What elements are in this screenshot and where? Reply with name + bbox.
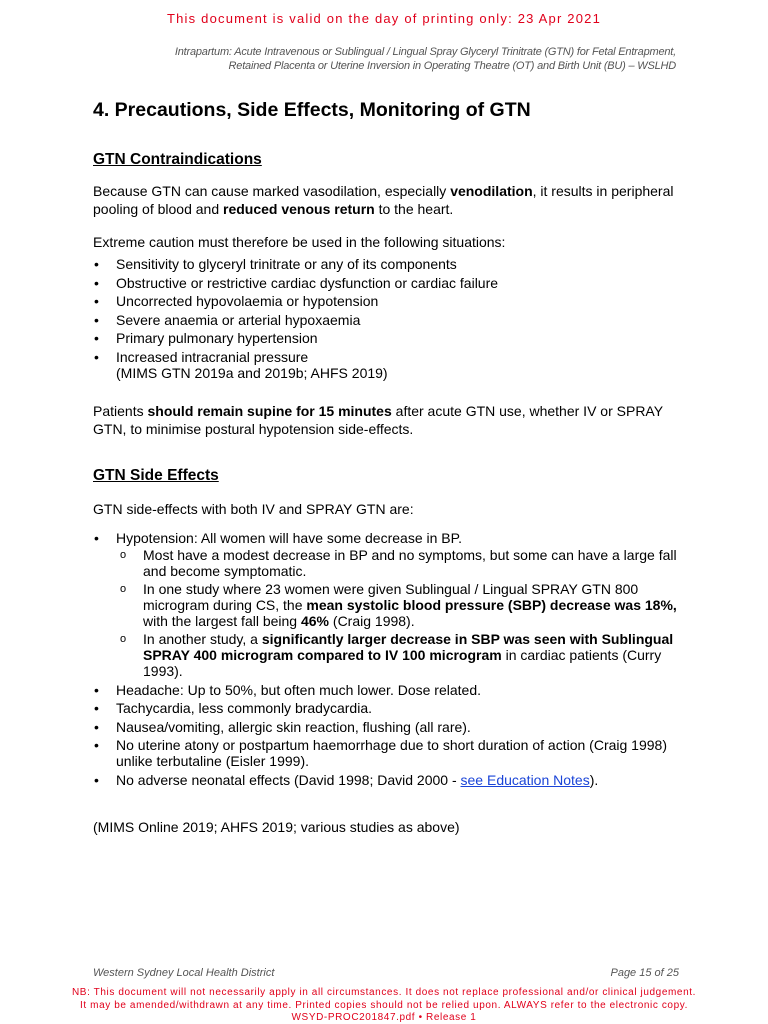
education-notes-link[interactable]: see Education Notes <box>460 771 590 788</box>
list-item: • Sensitivity to glyceryl trinitrate or any of its components <box>94 256 457 272</box>
footer-district: Western Sydney Local Health District <box>93 967 275 979</box>
bullet-icon: • <box>94 530 99 546</box>
validity-notice: This document is valid on the day of printing only: 23 Apr 2021 <box>166 11 602 26</box>
bullet-icon: • <box>94 737 99 754</box>
contraindications-list <box>93 256 693 384</box>
side-effects-list <box>93 530 693 791</box>
bullet-icon: • <box>94 700 99 717</box>
side-effects-heading: GTN Side Effects <box>93 467 219 484</box>
bullet-icon: • <box>94 681 99 698</box>
bullet-icon: • <box>94 311 99 328</box>
bullet-icon: • <box>94 330 99 347</box>
list-item: • Severe anaemia or arterial hypoxaemia <box>94 311 361 328</box>
side-effects-intro: GTN side-effects with both IV and SPRAY GTN are: <box>93 501 414 517</box>
list-item: • Obstructive or restrictive cardiac dysfunction or cardiac failure <box>94 274 499 291</box>
sub-list-item: o In another study, a significantly larger decrease in SBP was seen with Sublingual SPRAY 400 microgram compared to IV 100 microgram in cardiac patients (Curry 1993). <box>120 631 674 679</box>
list-item: • Hypotension: All women will have some decrease in BP. o Most have a modest decrease in BP and no symptoms, but some can have a large fall and become symptomatic. o In one study where 23 women were given Sublingual / Lingual SPRAY GTN 800 microgram during CS, the mean systolic blood pressure (SBP) decrease was 18%, with the largest fall being 46% (Craig 1998). o In another study, a significantly larger decrease in SBP was seen with Sublingual SPRAY 400 microgram compared to IV 100 microgram in cardiac patients (Curry 1993). <box>93 530 693 679</box>
bullet-icon: • <box>94 348 99 365</box>
disclaimer-line-1: NB: This document will not necessarily apply in all circumstances. It does not replace professional and/or clinical judgement. <box>71 987 697 998</box>
disclaimer-line-2: It may be amended/withdrawn at any time. Printed copies should not be relied upon. ALWAYS refer to the electronic copy. <box>80 1000 688 1011</box>
list-item: • Increased intracranial pressure (MIMS GTN 2019a and 2019b; AHFS 2019) <box>94 348 388 381</box>
document-header-line-1: Intrapartum: Acute Intravenous or Sublingual / Lingual Spray Glyceryl Trinitrate (GTN) for Fetal Entrapment, <box>174 46 676 58</box>
sub-list-item: o Most have a modest decrease in BP and no symptoms, but some can have a large fall and become symptomatic. <box>120 547 677 579</box>
bullet-icon: • <box>94 293 99 310</box>
bullet-icon: • <box>94 771 99 788</box>
document-id: WSYD-PROC201847.pdf • Release 1 <box>291 1012 477 1023</box>
hypotension-sublist <box>116 547 693 679</box>
section-title: 4. Precautions, Side Effects, Monitoring of GTN <box>93 99 531 121</box>
list-item: • Headache: Up to 50%, but often much lower. Dose related. <box>94 681 481 698</box>
supine-paragraph: Patients should remain supine for 15 minutes after acute GTN use, whether IV or SPRAY GTN, to minimise postural hypotension side-effects. <box>93 403 663 437</box>
bullet-icon: • <box>94 256 99 272</box>
caution-intro: Extreme caution must therefore be used in the following situations: <box>93 234 506 250</box>
list-item: • No uterine atony or postpartum haemorrhage due to short duration of action (Craig 1998) unlike terbutaline (Eisler 1999). <box>94 737 667 770</box>
list-item: • No adverse neonatal effects (David 1998; David 2000 - see Education Notes). <box>94 771 599 788</box>
contraindications-citation: (MIMS GTN 2019a and 2019b; AHFS 2019) <box>116 364 388 381</box>
list-item: • Nausea/vomiting, allergic skin reaction, flushing (all rare). <box>94 718 471 735</box>
bullet-icon: • <box>94 718 99 735</box>
list-item: • Uncorrected hypovolaemia or hypotension <box>94 293 379 310</box>
sub-bullet-icon: o <box>120 633 127 645</box>
vasodilation-paragraph: Because GTN can cause marked vasodilation, especially venodilation, it results in peripheral pooling of blood and reduced venous return to the heart. <box>93 183 674 217</box>
sub-list-item: o In one study where 23 women were given Sublingual / Lingual SPRAY GTN 800 microgram during CS, the mean systolic blood pressure (SBP) decrease was 18%, with the largest fall being 46% (Craig 1998). <box>120 581 677 629</box>
sources-citation: (MIMS Online 2019; AHFS 2019; various studies as above) <box>93 819 460 835</box>
document-header-line-2: Retained Placenta or Uterine Inversion in Operating Theatre (OT) and Birth Unit (BU) – WSLHD <box>228 60 676 72</box>
bullet-icon: • <box>94 274 99 291</box>
footer-page-number: Page 15 of 25 <box>610 967 679 979</box>
sub-bullet-icon: o <box>120 549 127 561</box>
contraindications-heading: GTN Contraindications <box>93 151 262 168</box>
sub-bullet-icon: o <box>120 583 127 595</box>
list-item: • Primary pulmonary hypertension <box>94 330 318 347</box>
list-item: • Tachycardia, less commonly bradycardia. <box>94 700 372 717</box>
